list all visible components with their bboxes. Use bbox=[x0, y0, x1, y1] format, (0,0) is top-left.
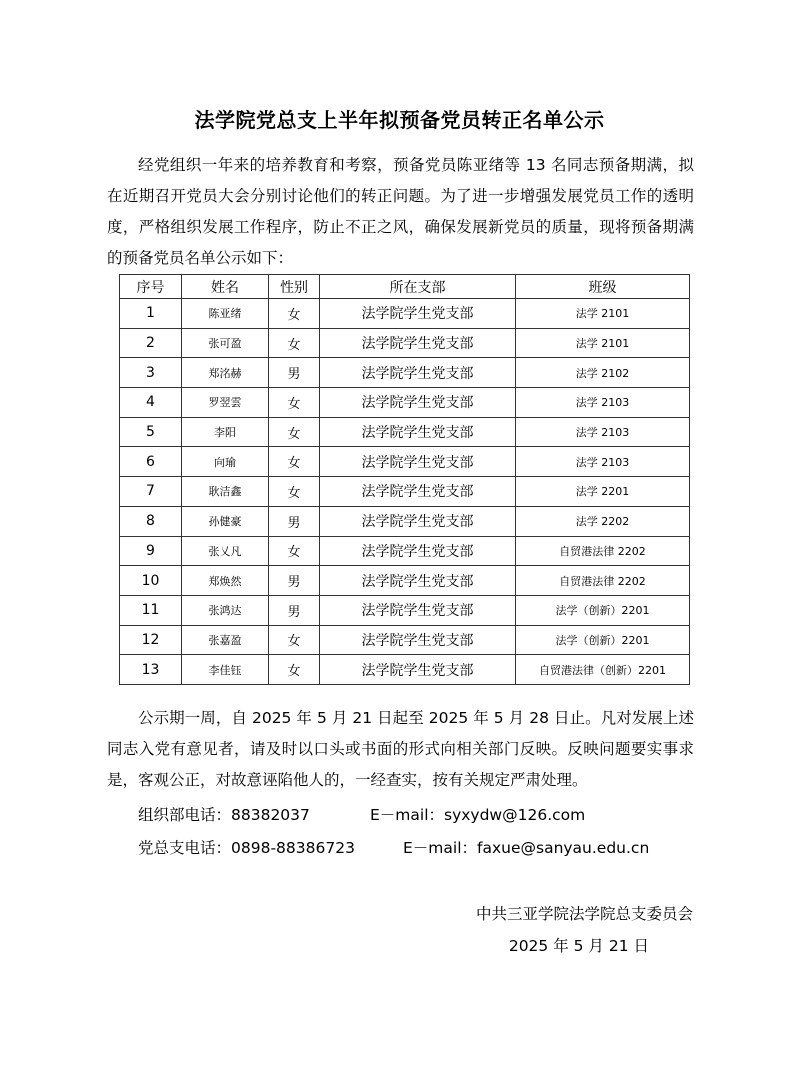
contact-organization-dept bbox=[138, 803, 586, 825]
row-name: 张可盈 bbox=[182, 328, 269, 358]
row-class: 自贸港法律（创新）2201 bbox=[516, 655, 690, 685]
row-branch: 法学院学生党支部 bbox=[320, 299, 516, 329]
row-branch: 法学院学生党支部 bbox=[320, 625, 516, 655]
row-gender: 女 bbox=[269, 417, 320, 447]
row-name: 张嘉盈 bbox=[182, 625, 269, 655]
row-no: 3 bbox=[120, 358, 182, 388]
row-branch: 法学院学生党支部 bbox=[320, 358, 516, 388]
org-dept-email: E－mail：syxydw@126.com bbox=[370, 806, 586, 824]
row-gender: 女 bbox=[269, 388, 320, 418]
row-branch: 法学院学生党支部 bbox=[320, 477, 516, 507]
row-branch: 法学院学生党支部 bbox=[320, 328, 516, 358]
org-dept-phone: 组织部电话：88382037 bbox=[138, 806, 310, 824]
row-branch: 法学院学生党支部 bbox=[320, 566, 516, 596]
row-gender: 女 bbox=[269, 447, 320, 477]
row-no: 7 bbox=[120, 477, 182, 507]
row-branch: 法学院学生党支部 bbox=[320, 417, 516, 447]
row-class: 法学 2101 bbox=[516, 328, 690, 358]
row-no: 10 bbox=[120, 566, 182, 596]
row-name: 李阳 bbox=[182, 417, 269, 447]
row-gender: 男 bbox=[269, 506, 320, 536]
row-name: 郑洺赫 bbox=[182, 358, 269, 388]
row-class: 自贸港法律 2202 bbox=[516, 566, 690, 596]
table-row bbox=[120, 477, 690, 507]
table-row bbox=[120, 655, 690, 685]
header-no: 序号 bbox=[120, 275, 182, 299]
row-branch: 法学院学生党支部 bbox=[320, 536, 516, 566]
row-no: 11 bbox=[120, 595, 182, 625]
table-row bbox=[120, 506, 690, 536]
contact-party-branch bbox=[138, 836, 650, 858]
table-row bbox=[120, 595, 690, 625]
row-no: 1 bbox=[120, 299, 182, 329]
row-class: 法学 2101 bbox=[516, 299, 690, 329]
table-row bbox=[120, 417, 690, 447]
row-no: 2 bbox=[120, 328, 182, 358]
row-no: 12 bbox=[120, 625, 182, 655]
row-class: 法学 2102 bbox=[516, 358, 690, 388]
row-name: 郑焕然 bbox=[182, 566, 269, 596]
row-name: 张乂凡 bbox=[182, 536, 269, 566]
row-gender: 女 bbox=[269, 328, 320, 358]
row-gender: 女 bbox=[269, 625, 320, 655]
row-branch: 法学院学生党支部 bbox=[320, 595, 516, 625]
row-gender: 男 bbox=[269, 358, 320, 388]
member-table bbox=[119, 274, 690, 685]
table-row bbox=[120, 625, 690, 655]
row-no: 9 bbox=[120, 536, 182, 566]
table-row bbox=[120, 299, 690, 329]
row-no: 8 bbox=[120, 506, 182, 536]
table-body bbox=[120, 299, 690, 685]
notice-title: 法学院党总支上半年拟预备党员转正名单公示 bbox=[194, 108, 605, 132]
row-no: 6 bbox=[120, 447, 182, 477]
row-class: 法学 2103 bbox=[516, 417, 690, 447]
row-class: 法学 2103 bbox=[516, 447, 690, 477]
signature-org: 中共三亚学院法学院总支委员会 bbox=[475, 905, 693, 923]
row-name: 孙健豪 bbox=[182, 506, 269, 536]
table-row bbox=[120, 447, 690, 477]
row-gender: 女 bbox=[269, 299, 320, 329]
table-row bbox=[120, 388, 690, 418]
closing-paragraph: 公示期一周，自 2025 年 5 月 21 日起至 2025 年 5 月 28 日止。凡对发展上述同志入党有意见者，请及时以口头或书面的形式向相关部门反映。反映问题要实事求是，客观公正，对故意诬陷他人的，一经查实，按有关规定严肃处理。 bbox=[107, 709, 694, 789]
signature-date: 2025 年 5 月 21 日 bbox=[508, 937, 649, 955]
table-row bbox=[120, 536, 690, 566]
table-row bbox=[120, 328, 690, 358]
row-no: 4 bbox=[120, 388, 182, 418]
row-name: 向瑜 bbox=[182, 447, 269, 477]
row-no: 13 bbox=[120, 655, 182, 685]
row-name: 耿洁鑫 bbox=[182, 477, 269, 507]
row-class: 法学 2202 bbox=[516, 506, 690, 536]
row-name: 张鸿达 bbox=[182, 595, 269, 625]
row-branch: 法学院学生党支部 bbox=[320, 447, 516, 477]
row-class: 法学（创新）2201 bbox=[516, 595, 690, 625]
intro-paragraph: 经党组织一年来的培养教育和考察，预备党员陈亚绪等 13 名同志预备期满，拟在近期召开党员大会分别讨论他们的转正问题。为了进一步增强发展党员工作的透明度，严格组织发展工作程序，防止不正之风，确保发展新党员的质量，现将预备期满的预备党员名单公示如下： bbox=[107, 156, 694, 267]
row-name: 罗翌雲 bbox=[182, 388, 269, 418]
row-class: 法学 2201 bbox=[516, 477, 690, 507]
row-class: 自贸港法律 2202 bbox=[516, 536, 690, 566]
row-class: 法学（创新）2201 bbox=[516, 625, 690, 655]
row-branch: 法学院学生党支部 bbox=[320, 388, 516, 418]
row-gender: 男 bbox=[269, 566, 320, 596]
header-name: 姓名 bbox=[182, 275, 269, 299]
row-no: 5 bbox=[120, 417, 182, 447]
row-branch: 法学院学生党支部 bbox=[320, 506, 516, 536]
party-branch-email: E－mail：faxue@sanyau.edu.cn bbox=[403, 839, 650, 857]
row-gender: 女 bbox=[269, 536, 320, 566]
table-row bbox=[120, 566, 690, 596]
row-name: 陈亚绪 bbox=[182, 299, 269, 329]
header-branch: 所在支部 bbox=[320, 275, 516, 299]
row-class: 法学 2103 bbox=[516, 388, 690, 418]
row-name: 李佳钰 bbox=[182, 655, 269, 685]
header-gender: 性别 bbox=[269, 275, 320, 299]
row-gender: 女 bbox=[269, 655, 320, 685]
row-gender: 女 bbox=[269, 477, 320, 507]
header-class: 班级 bbox=[516, 275, 690, 299]
row-branch: 法学院学生党支部 bbox=[320, 655, 516, 685]
table-header-row bbox=[120, 275, 690, 299]
party-branch-phone: 党总支电话：0898-88386723 bbox=[138, 839, 355, 857]
table-row bbox=[120, 358, 690, 388]
row-gender: 男 bbox=[269, 595, 320, 625]
